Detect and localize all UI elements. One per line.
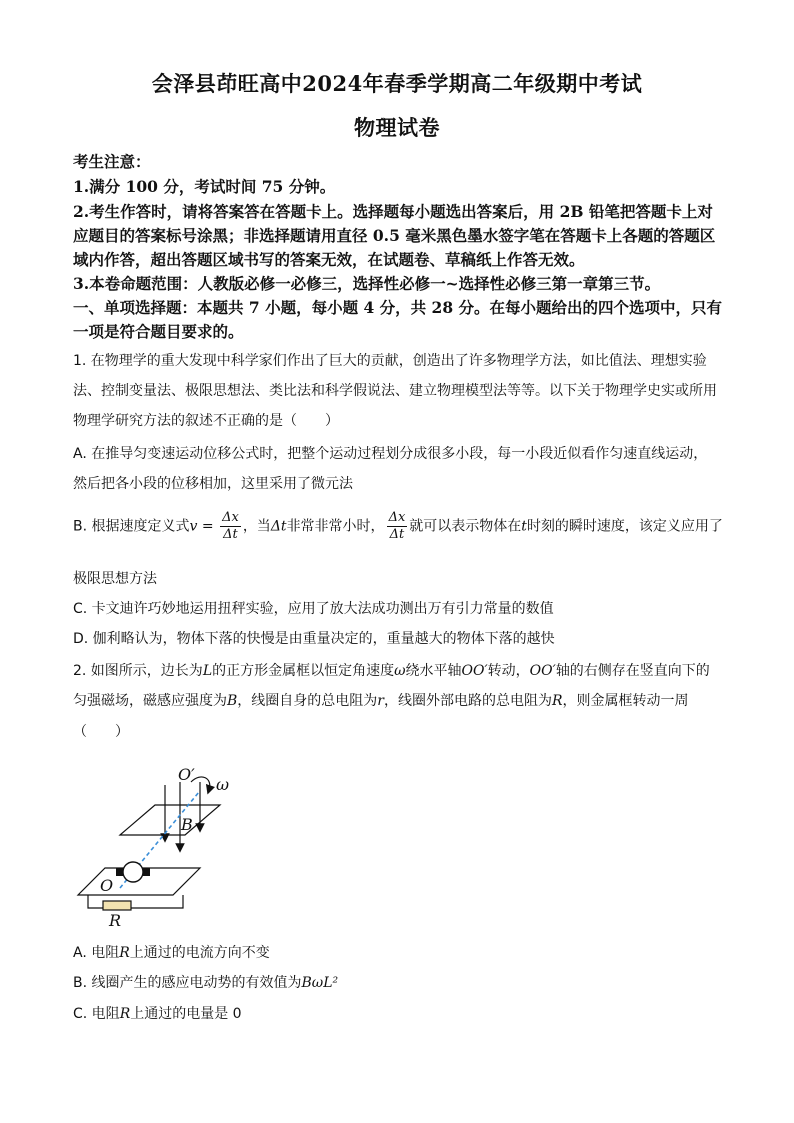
q2-var-axis-2: OO′ [529,663,556,679]
q1-option-c: C. 卡文迪许巧妙地运用扭秤实验，应用了放大法成功测出万有引力常量的数值 [73,601,554,617]
q2-a-var-R: R [119,945,130,961]
q1-b-fraction-2-num: Δx [388,510,406,525]
q1-option-d: D. 伽利略认为，物体下落的快慢是由重量决定的，重量越大的物体下落的越快 [73,631,555,647]
label-o: O [100,876,114,895]
q2-c-text-2: 上通过的电量是 0 [130,1006,242,1022]
q2-text-5: 轴的右侧存在竖直向下的 [555,663,710,679]
notice-item-1: 1.满分 100 分，考试时间 75 分钟。 [73,177,336,196]
q2-text-4: 转动， [487,663,530,679]
label-o-prime: O′ [178,765,195,784]
resistor [103,901,131,910]
q2-text-7: ，线圈自身的总电阻为 [237,693,378,709]
q2-rotating-coil-diagram [73,760,248,930]
notice-heading: 考生注意： [73,152,151,171]
exam-title: 会泽县茚旺高中2024年春季学期高二年级期中考试 [151,71,643,96]
q1-b-fraction-1 [220,510,241,543]
q2-stem-line-1 [73,660,733,680]
q1-b-fraction-1-den: Δt [223,527,238,542]
notice-item-3: 3.本卷命题范围：人教版必修一必修三，选择性必修一~选择性必修三第一章第三节。 [73,274,661,293]
q2-text-9: ，则金属框转动一周 [562,693,689,709]
q2-text-3: 绕水平轴 [405,663,462,679]
circuit-wire [88,895,183,908]
q1-b-text-5: 时刻的瞬时速度，该定义应用了 [526,518,723,535]
q1-b-var-dt: Δt [270,518,287,535]
q1-b-text-4: 就可以表示物体在 [409,518,522,535]
section-1-heading-line-1: 一、单项选择题：本题共 7 小题，每小题 4 分，共 28 分。在每小题给出的四个选项中，只有 [73,298,723,317]
q1-stem-line-1: 1. 在物理学的重大发现中科学家们作出了巨大的贡献，创造出了许多物理学方法，如比值法、理想实验 [73,353,707,369]
q2-text-6: 匀强磁场，磁感应强度为 [73,693,227,709]
q1-stem-line-3: 物理学研究方法的叙述不正确的是（ ） [73,413,339,429]
q2-option-b [73,972,733,992]
q1-b-var-v: v [189,518,198,535]
label-r: R [109,911,122,930]
q1-option-a-line-2: 然后把各小段的位移相加，这里采用了微元法 [73,476,353,492]
notice-item-2-line-1: 2.考生作答时，请将答案答在答题卡上。选择题每小题选出答案后，用 2B 铅笔把答题卡上对 [73,202,713,221]
q1-b-var-t: t [521,518,527,535]
q2-var-axis-1: OO′ [461,663,488,679]
q2-c-text-1: C. 电阻 [73,1006,120,1022]
section-1-heading-line-2: 一项是符合题目要求的。 [73,322,244,341]
q2-text-8: ，线圈外部电路的总电阻为 [384,693,552,709]
q1-option-a-line-1: A. 在推导匀变速运动位移公式时，把整个运动过程划分成很多小段，每一小段近似看作匀速直线运动， [73,446,708,462]
q1-b-text-3: 非常非常小时， [286,518,385,535]
brush-right [143,868,150,876]
q2-b-expression: BωL² [301,975,339,991]
q1-b-text-1: B. 根据速度定义式 [73,518,190,535]
q2-var-r: r [377,693,384,709]
q2-option-a [73,942,733,962]
q2-text-1: 2. 如图所示，边长为 [73,663,203,679]
q2-a-text-1: A. 电阻 [73,945,120,961]
notice-item-2-line-2: 应题目的答案标号涂黑；非选择题请用直径 0.5 毫米黑色墨水签字笔在答题卡上各题的答题区 [73,226,716,245]
q2-stem-line-2 [73,690,733,710]
q2-var-L: L [202,663,213,679]
notice-item-2-line-3: 域内作答，超出答题区域书写的答案无效，在试题卷、草稿纸上作答无效。 [73,250,585,269]
q1-b-fraction-2-den: Δt [389,527,405,542]
q1-b-fraction-1-num: Δx [222,510,239,525]
exam-subtitle: 物理试卷 [354,115,440,140]
label-b: B [181,815,193,834]
q2-var-R: R [552,693,563,709]
q1-stem-line-2: 法、控制变量法、极限思想法、类比法和科学假说法、建立物理模型法等等。以下关于物理学史实或所用 [73,383,717,399]
slip-ring [123,862,143,882]
q2-var-B: B [227,693,238,709]
q1-b-fraction-2 [387,510,408,543]
q1-b-text-2: ，当 [242,518,271,535]
q2-stem-line-3: （ ） [73,724,129,740]
brush-left [116,868,123,876]
q2-var-omega: ω [394,663,406,679]
q2-text-2: 的正方形金属框以恒定角速度 [212,663,395,679]
q1-option-b-line-2: 极限思想方法 [73,571,157,587]
q2-a-text-2: 上通过的电流方向不变 [129,945,270,961]
q1-option-b-line-1 [73,510,733,543]
q2-option-c [73,1003,733,1023]
label-omega: ω [216,775,230,794]
q1-b-equals: = [197,518,219,535]
q2-b-text-1: B. 线圈产生的感应电动势的有效值为 [73,975,302,991]
q2-c-var-R: R [119,1006,131,1022]
coil-upper-plane [120,805,220,835]
